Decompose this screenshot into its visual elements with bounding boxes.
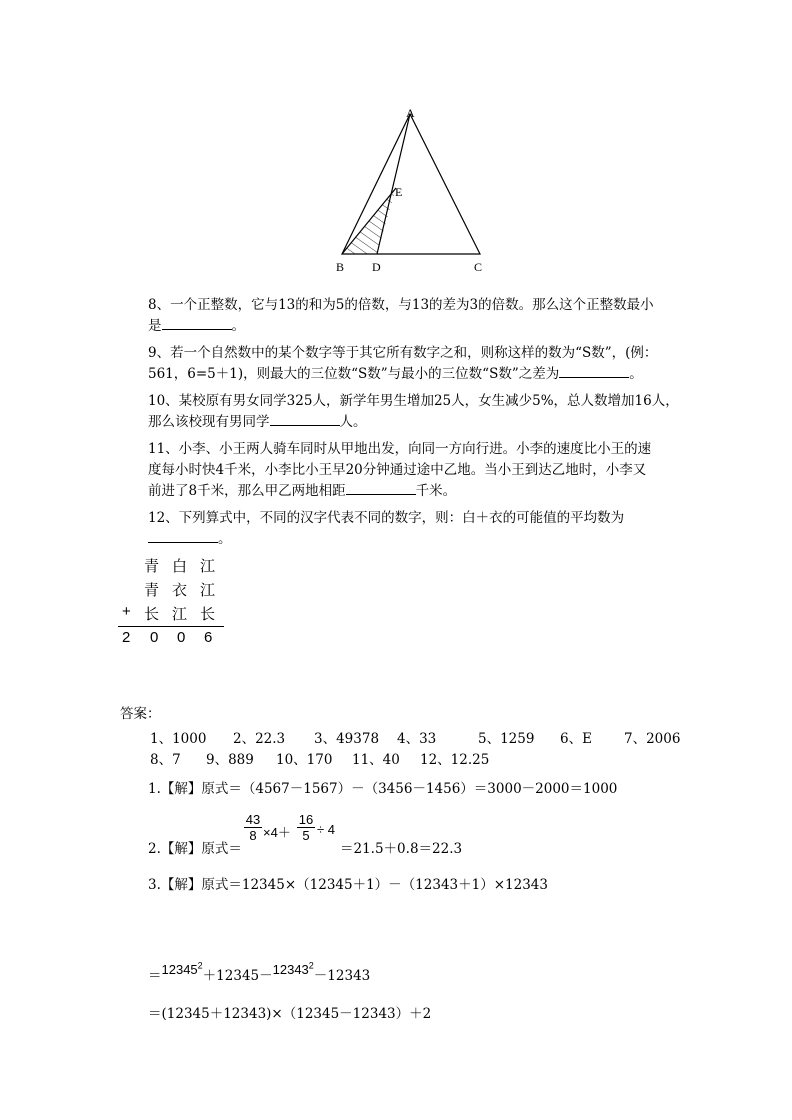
answer-blank-12[interactable] <box>148 528 218 543</box>
answer-item: 10、170 <box>276 752 333 768</box>
label-b: B <box>336 260 345 274</box>
question-10-post: 人。 <box>339 414 367 430</box>
question-8-post: 。 <box>231 318 245 334</box>
question-11-line3 <box>148 479 456 499</box>
answer-item: 2、22.3 <box>233 731 286 747</box>
puzzle-r1-c1: 青 <box>144 558 160 575</box>
question-10-line1: 10、某校原有男女同学325人，新学年男生增加25人，女生减少5%，总人数增加16人， <box>148 393 679 409</box>
answer-blank-10[interactable] <box>270 411 340 426</box>
solution-3-eq: ＝ <box>148 968 162 984</box>
question-11-line2: 度每小时快4千米，小李比小王早20分钟通过途中乙地。当小王到达乙地时，小李又 <box>148 462 647 478</box>
puzzle-plus-sign: + <box>122 603 131 620</box>
label-d: D <box>372 260 381 274</box>
solution-2-result: ＝21.5＋0.8＝22.3 <box>340 841 463 857</box>
solution-2-prefix: 2.【解】原式＝ <box>148 841 242 857</box>
label-e: E <box>395 185 403 199</box>
fraction-denominator: 5 <box>297 827 315 843</box>
puzzle-r3-c1: 长 <box>144 606 160 623</box>
segment-ad <box>377 114 410 254</box>
question-11-post: 千米。 <box>415 483 457 499</box>
answer-item: 9、889 <box>206 752 254 768</box>
solution-3-term-b: ＋12345－ <box>202 968 273 984</box>
answers-heading: 答案： <box>120 706 161 722</box>
puzzle-r2-c1: 青 <box>144 582 160 599</box>
label-c: C <box>474 260 483 274</box>
puzzle-result-1: 2 <box>122 629 131 646</box>
solution-2-op1: ×4＋ <box>263 825 291 840</box>
question-11-pre: 前进了8千米，那么甲乙两地相距 <box>148 483 346 499</box>
triangle-figure <box>330 100 500 280</box>
question-12-line2 <box>148 527 232 547</box>
answer-item: 3、49378 <box>314 731 380 747</box>
question-9-line2 <box>148 362 643 382</box>
label-a: A <box>406 106 415 120</box>
answer-item: 8、7 <box>150 752 181 768</box>
solution-3-term-d: －12343 <box>313 968 371 984</box>
solution-3-line1: 3.【解】原式＝12345×（12345＋1）－（12343＋1）×12343 <box>148 877 548 893</box>
puzzle-r1-c2: 白 <box>172 558 188 575</box>
fraction-16-over-5 <box>297 812 315 843</box>
answer-item: 5、1259 <box>478 731 535 747</box>
puzzle-result-3: 0 <box>177 629 186 646</box>
solution-3-line2 <box>148 958 371 984</box>
question-12-post: 。 <box>218 531 232 547</box>
fraction-numerator: 16 <box>298 812 314 827</box>
puzzle-r3-c3: 长 <box>200 606 216 623</box>
answer-blank-8[interactable] <box>162 315 232 330</box>
answer-item: 1、1000 <box>150 731 207 747</box>
puzzle-r2-c3: 江 <box>200 582 216 599</box>
answer-item: 11、40 <box>352 752 400 768</box>
puzzle-sum-line <box>118 626 224 627</box>
puzzle-r1-c3: 江 <box>200 558 216 575</box>
fraction-numerator: 43 <box>245 812 261 827</box>
solution-3-term-c: 12343$^2$ <box>272 960 314 977</box>
question-9-pre: 561，6=5＋1)，则最大的三位数“S数”与最小的三位数“S数”之差为 <box>148 366 560 382</box>
answer-item: 6、E <box>560 731 592 747</box>
puzzle-r2-c2: 衣 <box>172 582 188 599</box>
fraction-43-over-8 <box>244 812 262 843</box>
puzzle-r3-c2: 江 <box>172 606 188 623</box>
answer-blank-9[interactable] <box>559 363 629 378</box>
solution-3-line3: ＝(12345＋12343)×（12345－12343）＋2 <box>148 1006 432 1022</box>
question-9-line1: 9、若一个自然数中的某个数字等于其它所有数字之和，则称这样的数为“S数”，(例： <box>148 345 658 361</box>
solution-1: 1.【解】原式＝（4567－1567）－（3456－1456）＝3000－2000＝1000 <box>148 781 618 797</box>
answer-item: 4、33 <box>397 731 437 747</box>
question-12-line1: 12、下列算式中，不同的汉字代表不同的数字，则：白＋衣的可能值的平均数为 <box>148 510 625 526</box>
fraction-denominator: 8 <box>244 827 262 843</box>
puzzle-result-4: 6 <box>204 629 213 646</box>
question-8-pre: 是 <box>148 318 162 334</box>
question-10-pre: 那么该校现有男同学 <box>148 414 270 430</box>
solution-2-op2: ÷ 4 <box>317 822 335 837</box>
solution-3-term-a: 12345$^2$ <box>161 960 203 977</box>
answer-blank-11[interactable] <box>346 480 416 495</box>
question-9-post: 。 <box>629 366 643 382</box>
answer-item: 12、12.25 <box>420 752 490 768</box>
question-11-line1: 11、小李、小王两人骑车同时从甲地出发，向同一方向行进。小李的速度比小王的速 <box>148 441 652 457</box>
question-10-line2 <box>148 410 367 430</box>
question-8-line1: 8、一个正整数，它与13的和为5的倍数，与13的差为3的倍数。那么这个正整数最小 <box>148 297 654 313</box>
answer-item: 7、2006 <box>624 731 681 747</box>
question-8-line2 <box>148 314 245 334</box>
puzzle-result-2: 0 <box>150 629 159 646</box>
